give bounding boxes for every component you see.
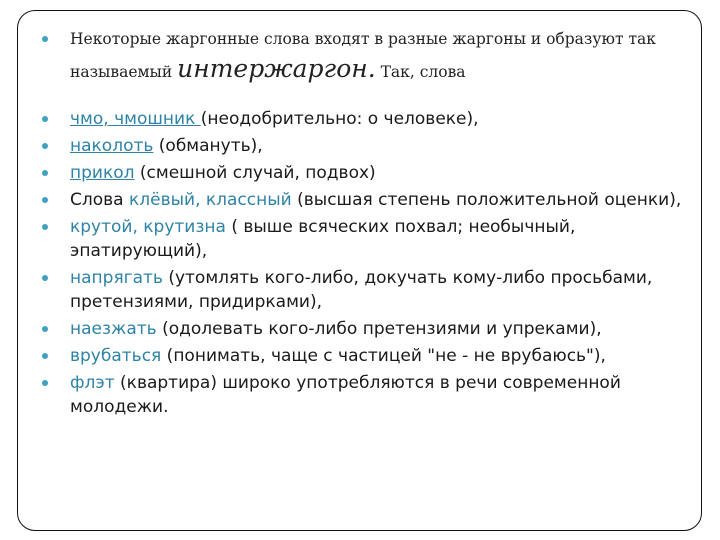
item-rest: (утомлять кого-либо, докучать кому-либо просьбами, претензиями, придирками),: [70, 268, 653, 312]
slang-list: [46, 107, 696, 419]
bullet-icon: [42, 143, 48, 149]
item-rest: ( выше всяческих похвал; необычный, эпатирующий),: [70, 217, 576, 261]
bullet-icon: [42, 224, 48, 230]
bullet-icon: [42, 116, 48, 122]
bullet-icon: [42, 380, 48, 386]
item-rest: (высшая степень положительной оценки),: [291, 190, 682, 210]
bullet-icon: [42, 326, 48, 332]
item-term: прикол: [70, 163, 135, 183]
item-term: врубаться: [70, 346, 162, 366]
bullet-icon: [42, 197, 48, 203]
list-item: [46, 344, 696, 368]
item-term: напрягать: [70, 268, 163, 288]
intro-paragraph: [46, 24, 696, 87]
list-item: [46, 371, 696, 419]
list-item: [46, 266, 696, 314]
intro-suffix: Так, слова: [375, 63, 466, 81]
item-term: клёвый, классный: [128, 190, 292, 210]
item-rest: (неодобрительно: о человеке),: [200, 109, 479, 129]
item-term: наезжать: [70, 319, 157, 339]
intro-prefix: называемый: [70, 63, 178, 81]
intro-term: интержаргон.: [177, 54, 376, 83]
slide-content: [46, 24, 696, 422]
item-rest: (одолевать кого-либо претензиями и упреками),: [156, 319, 602, 339]
bullet-icon: [42, 353, 48, 359]
item-term: флэт: [70, 373, 115, 393]
item-rest: (смешной случай, подвох): [134, 163, 376, 183]
item-lead: Слова: [70, 190, 129, 210]
item-rest: (квартира) широко употребляются в речи современной молодежи.: [70, 373, 621, 417]
intro-line1: Некоторые жаргонные слова входят в разные жаргоны и образуют так: [70, 30, 656, 48]
list-item: [46, 317, 696, 341]
item-rest: (обмануть),: [153, 136, 263, 156]
item-term: наколоть: [70, 136, 154, 156]
bullet-icon: [42, 170, 48, 176]
list-item: [46, 107, 696, 131]
list-item: [46, 161, 696, 185]
bullet-icon: [42, 275, 48, 281]
list-item: [46, 188, 696, 212]
bullet-icon: [42, 36, 48, 42]
list-item: [46, 134, 696, 158]
item-term: чмо, чмошник: [70, 109, 201, 129]
list-item: [46, 215, 696, 263]
item-rest: (понимать, чаще с частицей "не - не врубаюсь"),: [161, 346, 606, 366]
item-term: крутой, крутизна: [70, 217, 226, 237]
